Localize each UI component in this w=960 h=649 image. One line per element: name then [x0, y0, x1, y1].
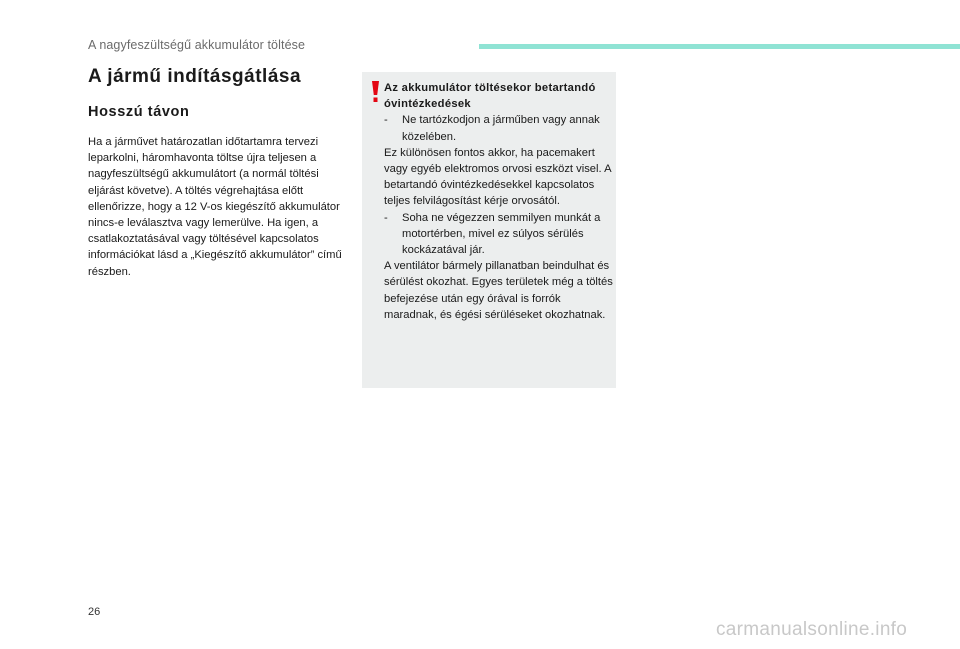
bullet-text: Soha ne végezzen semmilyen munkát a motortérben, mivel ez súlyos sérülés kockázatával jár.: [402, 211, 601, 257]
watermark-text: carmanualsonline.info: [716, 619, 908, 640]
exclamation-icon: [371, 81, 380, 103]
warning-paragraph: A ventilátor bármely pillanatban beindulhat és sérülést okozhat. Egyes területek még a töltés befejezése után egy órával is forrók maradnak, és égési sérüléseket okozhatnak.: [384, 260, 613, 321]
bullet-dash: -: [384, 211, 388, 224]
warning-paragraph: Ez különösen fontos akkor, ha pacemakert vagy egyéb elektromos orvosi eszközt visel. A betartandó óvintézkedésekkel kapcsolatos teljes felvilágosítást kérje orvosától.: [384, 146, 611, 208]
warning-bullet: [384, 112, 614, 144]
page-title: A jármű indításgátlása: [88, 66, 302, 87]
warning-content: [384, 80, 614, 323]
header-accent-bar: [479, 44, 960, 49]
warning-box: [362, 72, 616, 388]
section-header-title: A nagyfeszültségű akkumulátor töltése: [88, 38, 306, 52]
warning-title: Az akkumulátor töltésekor betartandó óvintézkedések: [384, 82, 596, 111]
warning-bullet: [384, 210, 614, 259]
bullet-dash: -: [384, 114, 388, 127]
bullet-text: Ne tartózkodjon a járműben vagy annak közelében.: [402, 114, 600, 143]
section-heading: Hosszú távon: [88, 104, 190, 120]
body-paragraph: Ha a járművet határozatlan időtartamra tervezi leparkolni, háromhavonta töltse újra teljesen a nagyfeszültségű akkumulátort (a normál töltési eljárást követve). A töltés végrehajtása előtt ellenőrizze, hogy a 12 V-os kiegészítő akkumulátor nincs-e leválasztva vagy lemerülve. Ha igen, a csatlakoztatásával vagy töltésével kapcsolatos információkat lásd a „Kiegészítő akkumulátor” című részben.: [88, 136, 342, 278]
page-number: 26: [88, 606, 101, 618]
